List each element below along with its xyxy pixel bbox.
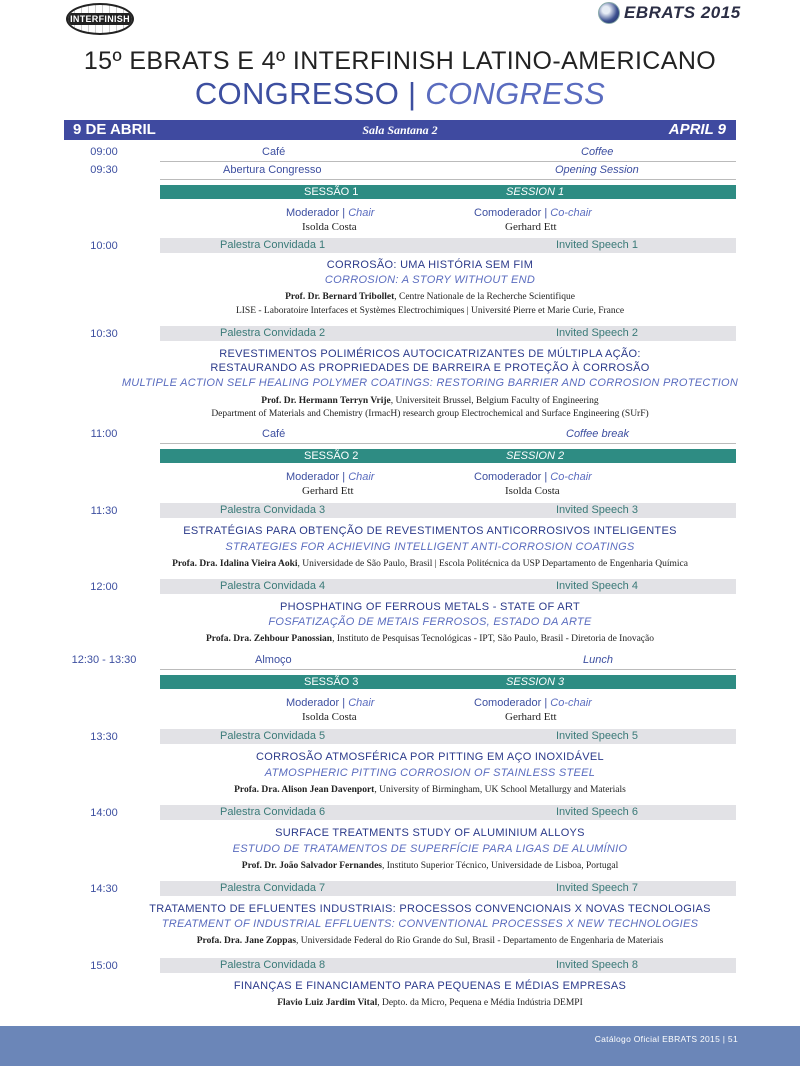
moderator-label: Moderador | Chair <box>286 471 375 483</box>
comoderator-name: Isolda Costa <box>505 485 560 497</box>
talk-speaker: Flavio Luiz Jardim Vital, Depto. da Micro, Pequena e Média Indústria DEMPI <box>277 998 583 1008</box>
divider <box>160 443 736 444</box>
time: 15:00 <box>90 960 118 972</box>
talk-label-bar: Palestra Convidada 1 Invited Speech 1 <box>160 238 736 253</box>
comoderator-name: Gerhard Ett <box>505 221 557 233</box>
moderator-label: Moderador | Chair <box>286 207 375 219</box>
divider <box>160 669 736 670</box>
comoderator-label: Comoderador | Co-chair <box>474 697 592 709</box>
moderator-name: Isolda Costa <box>302 221 357 233</box>
time-1100: 11:00 <box>90 428 118 440</box>
comoderator-name: Gerhard Ett <box>505 711 557 723</box>
session-1-band: SESSÃO 1 SESSION 1 <box>160 185 736 199</box>
talk-speaker: Prof. Dr. Bernard Tribollet, Centre Nationale de la Recherche Scientifique <box>285 292 575 302</box>
slot-pt: Abertura Congresso <box>223 164 322 176</box>
comoderator-label: Comoderador | Co-chair <box>474 471 592 483</box>
congress-title: CONGRESSO | CONGRESS <box>194 76 606 111</box>
talk-title-pt-2: RESTAURANDO AS PROPRIEDADES DE BARREIRA E PROTEÇÃO À CORROSÃO <box>210 362 650 374</box>
time-0930: 09:30 <box>90 164 118 176</box>
talk-title-en: TREATMENT OF INDUSTRIAL EFFLUENTS: CONVENTIONAL PROCESSES X NEW TECHNOLOGIES <box>161 918 699 930</box>
talk-title-pt: TRATAMENTO DE EFLUENTES INDUSTRIAIS: PROCESSOS CONVENCIONAIS X NOVAS TECNOLOGIAS <box>149 903 711 915</box>
day-pt: 9 DE ABRIL <box>73 121 156 138</box>
talk-label-bar: Palestra Convidada 6 Invited Speech 6 <box>160 805 736 820</box>
page-header <box>0 0 800 120</box>
talk-title-en: CORROSION: A STORY WITHOUT END <box>324 274 536 286</box>
slot-pt: Café <box>262 146 286 158</box>
talk-title-en: ATMOSPHERIC PITTING CORROSION OF STAINLESS STEEL <box>264 767 596 779</box>
page-footer <box>0 1026 800 1066</box>
talk-label-bar: Palestra Convidada 2 Invited Speech 2 <box>160 326 736 341</box>
talk-speaker: Profa. Dra. Idalina Vieira Aoki, Universidade de São Paulo, Brasil | Escola Politécnica da USP Departamento de Engenharia Química <box>172 559 688 569</box>
divider <box>160 161 736 162</box>
talk-affiliation: LISE - Laboratoire Interfaces et Systèmes Electrochimiques | Université Pierre et Marie Curie, France <box>235 306 625 316</box>
slot-pt: Almoço <box>255 654 292 666</box>
talk-title-pt: PHOSPHATING OF FERROUS METALS - STATE OF ART <box>279 601 581 613</box>
slot-pt: Café <box>262 428 286 440</box>
talk-affiliation: Department of Materials and Chemistry (IrmacH) research group Electrochemical and Surface Engineering (SUrF) <box>211 409 649 419</box>
time: 14:30 <box>90 883 118 895</box>
divider <box>160 179 736 180</box>
time: 12:00 <box>90 581 118 593</box>
talk-speaker: Profa. Dra. Alison Jean Davenport, University of Birmingham, UK School Metallurgy and Materials <box>234 785 626 795</box>
slot-en: Coffee <box>581 146 614 158</box>
time: 10:00 <box>90 240 118 252</box>
talk-speaker: Prof. Dr. Hermann Terryn Vrije, Universiteit Brussel, Belgium Faculty of Engineering <box>261 396 599 406</box>
slot-en: Opening Session <box>555 164 639 176</box>
talk-title-pt: CORROSÃO: UMA HISTÓRIA SEM FIM <box>326 259 534 271</box>
slot-en: Lunch <box>583 654 613 666</box>
time-0900: 09:00 <box>90 146 118 158</box>
talk-label-bar: Palestra Convidada 3 Invited Speech 3 <box>160 503 736 518</box>
talk-title-en: STRATEGIES FOR ACHIEVING INTELLIGENT ANTI-CORROSION COATINGS <box>225 541 635 553</box>
time: 10:30 <box>90 328 118 340</box>
interfinish-logo: INTERFINISH <box>66 3 134 35</box>
talk-title-pt: ESTRATÉGIAS PARA OBTENÇÃO DE REVESTIMENTOS ANTICORROSIVOS INTELIGENTES <box>183 525 677 537</box>
event-title: 15º EBRATS E 4º INTERFINISH LATINO-AMERICANO <box>83 47 717 75</box>
time: 11:30 <box>90 505 118 517</box>
session-3-band: SESSÃO 3 SESSION 3 <box>160 675 736 689</box>
talk-title-en: MULTIPLE ACTION SELF HEALING POLYMER COATINGS: RESTORING BARRIER AND CORROSION PROTECTION <box>121 377 739 389</box>
slot-en: Coffee break <box>566 428 629 440</box>
room-name: Sala Santana 2 <box>362 123 438 137</box>
talk-title-pt: SURFACE TREATMENTS STUDY OF ALUMINIUM ALLOYS <box>275 827 585 839</box>
moderator-label: Moderador | Chair <box>286 697 375 709</box>
moderator-name: Gerhard Ett <box>302 485 354 497</box>
talk-speaker: Prof. Dr. João Salvador Fernandes, Instituto Superior Técnico, Universidade de Lisboa, Portugal <box>241 861 619 871</box>
talk-label-bar: Palestra Convidada 8 Invited Speech 8 <box>160 958 736 973</box>
time-1230: 12:30 - 13:30 <box>71 654 137 666</box>
talk-title-pt: FINANÇAS E FINANCIAMENTO PARA PEQUENAS E MÉDIAS EMPRESAS <box>233 980 627 992</box>
comoderator-label: Comoderador | Co-chair <box>474 207 592 219</box>
day-band <box>64 120 736 140</box>
footer-text: Catálogo Oficial EBRATS 2015 | 51 <box>594 1034 738 1044</box>
talk-title-pt: CORROSÃO ATMOSFÉRICA POR PITTING EM AÇO INOXIDÁVEL <box>256 751 604 763</box>
talk-label-bar: Palestra Convidada 4 Invited Speech 4 <box>160 579 736 594</box>
time: 13:30 <box>90 731 118 743</box>
ebrats-logo: EBRATS 2015 <box>598 2 741 24</box>
talk-title-en: ESTUDO DE TRATAMENTOS DE SUPERFÍCIE PARA LIGAS DE ALUMÍNIO <box>232 843 628 855</box>
time: 14:00 <box>90 807 118 819</box>
talk-speaker: Profa. Dra. Zehbour Panossian, Instituto de Pesquisas Tecnológicas - IPT, São Paulo, Brasil - Diretoria de Inovação <box>206 634 654 644</box>
talk-title-en: FOSFATIZAÇÃO DE METAIS FERROSOS, ESTADO DA ARTE <box>268 616 592 628</box>
talk-title-pt: REVESTIMENTOS POLIMÉRICOS AUTOCICATRIZANTES DE MÚLTIPLA AÇÃO: <box>219 348 641 360</box>
day-en: APRIL 9 <box>668 121 726 138</box>
globe-icon <box>598 2 620 24</box>
talk-label-bar: Palestra Convidada 5 Invited Speech 5 <box>160 729 736 744</box>
moderator-name: Isolda Costa <box>302 711 357 723</box>
talk-label-bar: Palestra Convidada 7 Invited Speech 7 <box>160 881 736 896</box>
session-2-band: SESSÃO 2 SESSION 2 <box>160 449 736 463</box>
talk-speaker: Profa. Dra. Jane Zoppas, Universidade Federal do Rio Grande do Sul, Brasil - Departamento de Engenharia de Materiais <box>196 936 664 946</box>
